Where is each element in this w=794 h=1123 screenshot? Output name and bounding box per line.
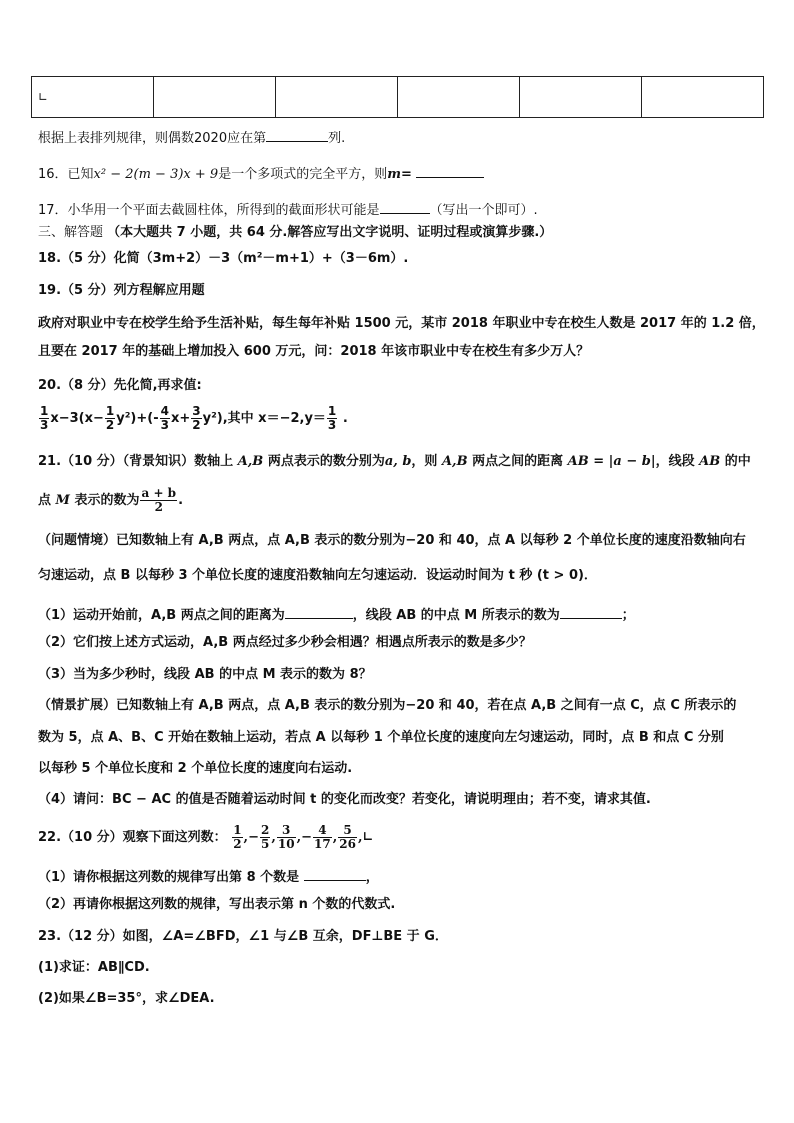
- q17-tail: （写出一个即可）.: [429, 203, 538, 218]
- question-23-line: (2)如果∠B=35°，求∠DEA.: [38, 991, 215, 1006]
- q16-label: 16．已知: [38, 167, 94, 182]
- q15-number: 2020: [194, 131, 228, 146]
- section-title: 三、解答题: [38, 225, 104, 240]
- section-description: （本大题共 7 小题，共 64 分.解答应写出文字说明、证明过程或演算步骤.）: [107, 225, 553, 240]
- fraction: $\frac{a + b}{2}$: [141, 486, 177, 514]
- fraction: $\frac{1}{2}$: [233, 823, 242, 851]
- question-23-head: 23.（12 分）如图，∠A=∠BFD，∠1 与∠B 互余，DF⊥BE 于 G．: [38, 929, 448, 944]
- table-cell: [398, 77, 520, 118]
- fraction: $\frac{1}{3}$: [327, 404, 337, 432]
- table-cell: [520, 77, 642, 118]
- fraction: $\frac{4}{3}$: [160, 404, 169, 432]
- question-19-head: 19.（5 分）列方程解应用题: [38, 283, 205, 298]
- section-heading: [38, 224, 552, 242]
- question-16: [38, 163, 484, 184]
- answer-blank: [266, 127, 328, 142]
- question-21-line: 以每秒 5 个单位长度和 2 个单位长度的速度向右运动.: [38, 761, 353, 776]
- q17-text: 17．小华用一个平面去截圆柱体，所得到的截面形状可能是: [38, 203, 380, 218]
- question-17: [38, 199, 538, 220]
- question-22-line: （2）再请你根据这列数的规律，写出表示第 n 个数的代数式.: [38, 897, 396, 912]
- answer-blank: [285, 604, 353, 619]
- fraction: $\frac{5}{26}$: [339, 823, 356, 851]
- table-cell: [276, 77, 398, 118]
- table-cell: ∟: [32, 77, 154, 118]
- answer-blank: [416, 163, 484, 178]
- fraction: $\frac{1}{2}$: [105, 404, 115, 432]
- question-19-line: 政府对职业中专在校学生给予生活补贴，每生每年补贴 1500 元，某市 2018 年职业中专在校生人数是 2017 年的 1.2 倍，: [38, 316, 765, 331]
- question-22-head: 22.（10 分）观察下面这列数： $\frac{1}{2}$ ,− $\frac{2}{5}$ , $\frac{3}{10}$ ,− $\frac{4}{17}$ , $\frac{5}{26}$ ,∟: [38, 823, 374, 851]
- question-21-line: （4）请问：BC − AC 的值是否随着运动时间 t 的变化而改变？若变化，请说明理由；若不变，请求其值.: [38, 792, 651, 807]
- answer-blank: [560, 604, 622, 619]
- question-19-line: 且要在 2017 年的基础上增加投入 600 万元，问：2018 年该市职业中专在校生有多少万人？: [38, 344, 590, 359]
- question-21-line: 点 M 表示的数为 $\frac{a + b}{2}$ .: [38, 486, 184, 514]
- question-23-line: (1)求证：AB∥CD.: [38, 960, 150, 975]
- question-21-line: （3）当为多少秒时，线段 AB 的中点 M 表示的数为 8？: [38, 667, 372, 682]
- q15-text: 列.: [328, 131, 346, 146]
- fraction: $\frac{4}{17}$: [314, 823, 331, 851]
- pattern-table: [31, 76, 764, 118]
- question-20-expression: $\frac{1}{3}$ x−3(x− $\frac{1}{2}$ y²)+(- $\frac{4}{3}$ x+ $\frac{3}{2}$ y²),其中 x＝−2,y＝ $\frac{1}{3}$ .: [40, 404, 348, 432]
- fraction: $\frac{2}{5}$: [260, 823, 270, 851]
- q15-text: 应在第: [227, 131, 267, 146]
- question-21-line: 匀速运动，点 B 以每秒 3 个单位长度的速度沿数轴向左匀速运动．设运动时间为 t 秒 (t > 0)．: [38, 568, 597, 583]
- question-18: 18.（5 分）化简（3m+2）－3（m²－m+1）+（3－6m）.: [38, 251, 409, 266]
- question-21-line: （1）运动开始前，A,B 两点之间的距离为 ，线段 AB 的中点 M 所表示的数为 ；: [38, 604, 635, 625]
- question-21-line: （2）它们按上述方式运动，A,B 两点经过多少秒会相遇？相遇点所表示的数是多少？: [38, 635, 532, 650]
- table-cell: [154, 77, 276, 118]
- q15-text: 根据上表排列规律，则偶数: [38, 131, 195, 146]
- table-row: [32, 77, 764, 118]
- q15-tail: [38, 127, 345, 148]
- question-20-head: 20.（8 分）先化简,再求值:: [38, 378, 202, 393]
- fraction: $\frac{1}{3}$: [40, 404, 49, 432]
- question-21-line: 21.（10 分）（背景知识）数轴上 A,B 两点表示的数分别为a, b，则 A,B 两点之间的距离 AB = |a − b|，线段 AB 的中: [38, 454, 751, 469]
- question-22-line: （1）请你根据这列数的规律写出第 8 个数是 ，: [38, 866, 379, 887]
- number-sequence: $\frac{1}{2}$ ,− $\frac{2}{5}$ , $\frac{3}{10}$ ,− $\frac{4}{17}$ , $\frac{5}{26}$ ,∟: [233, 823, 374, 851]
- question-21-line: （情景扩展）已知数轴上有 A,B 两点，点 A,B 表示的数分别为−20 和 40，若在点 A,B 之间有一点 C，点 C 所表示的: [38, 698, 737, 713]
- answer-blank: [304, 866, 366, 881]
- fraction: $\frac{3}{10}$: [277, 823, 295, 851]
- table-cell: [642, 77, 764, 118]
- q16-text: 是一个多项式的完全平方，则: [218, 167, 388, 182]
- question-21-line: （问题情境）已知数轴上有 A,B 两点，点 A,B 表示的数分别为−20 和 40，点 A 以每秒 2 个单位长度的速度沿数轴向右: [38, 533, 746, 548]
- q16-variable: m=: [387, 167, 412, 182]
- fraction: $\frac{3}{2}$: [192, 404, 201, 432]
- question-21-line: 数为 5，点 A、B、C 开始在数轴上运动，若点 A 以每秒 1 个单位长度的速度向左匀速运动，同时，点 B 和点 C 分别: [38, 730, 724, 745]
- answer-blank: [380, 199, 430, 214]
- q16-expression: x² − 2(m − 3)x + 9: [93, 167, 219, 182]
